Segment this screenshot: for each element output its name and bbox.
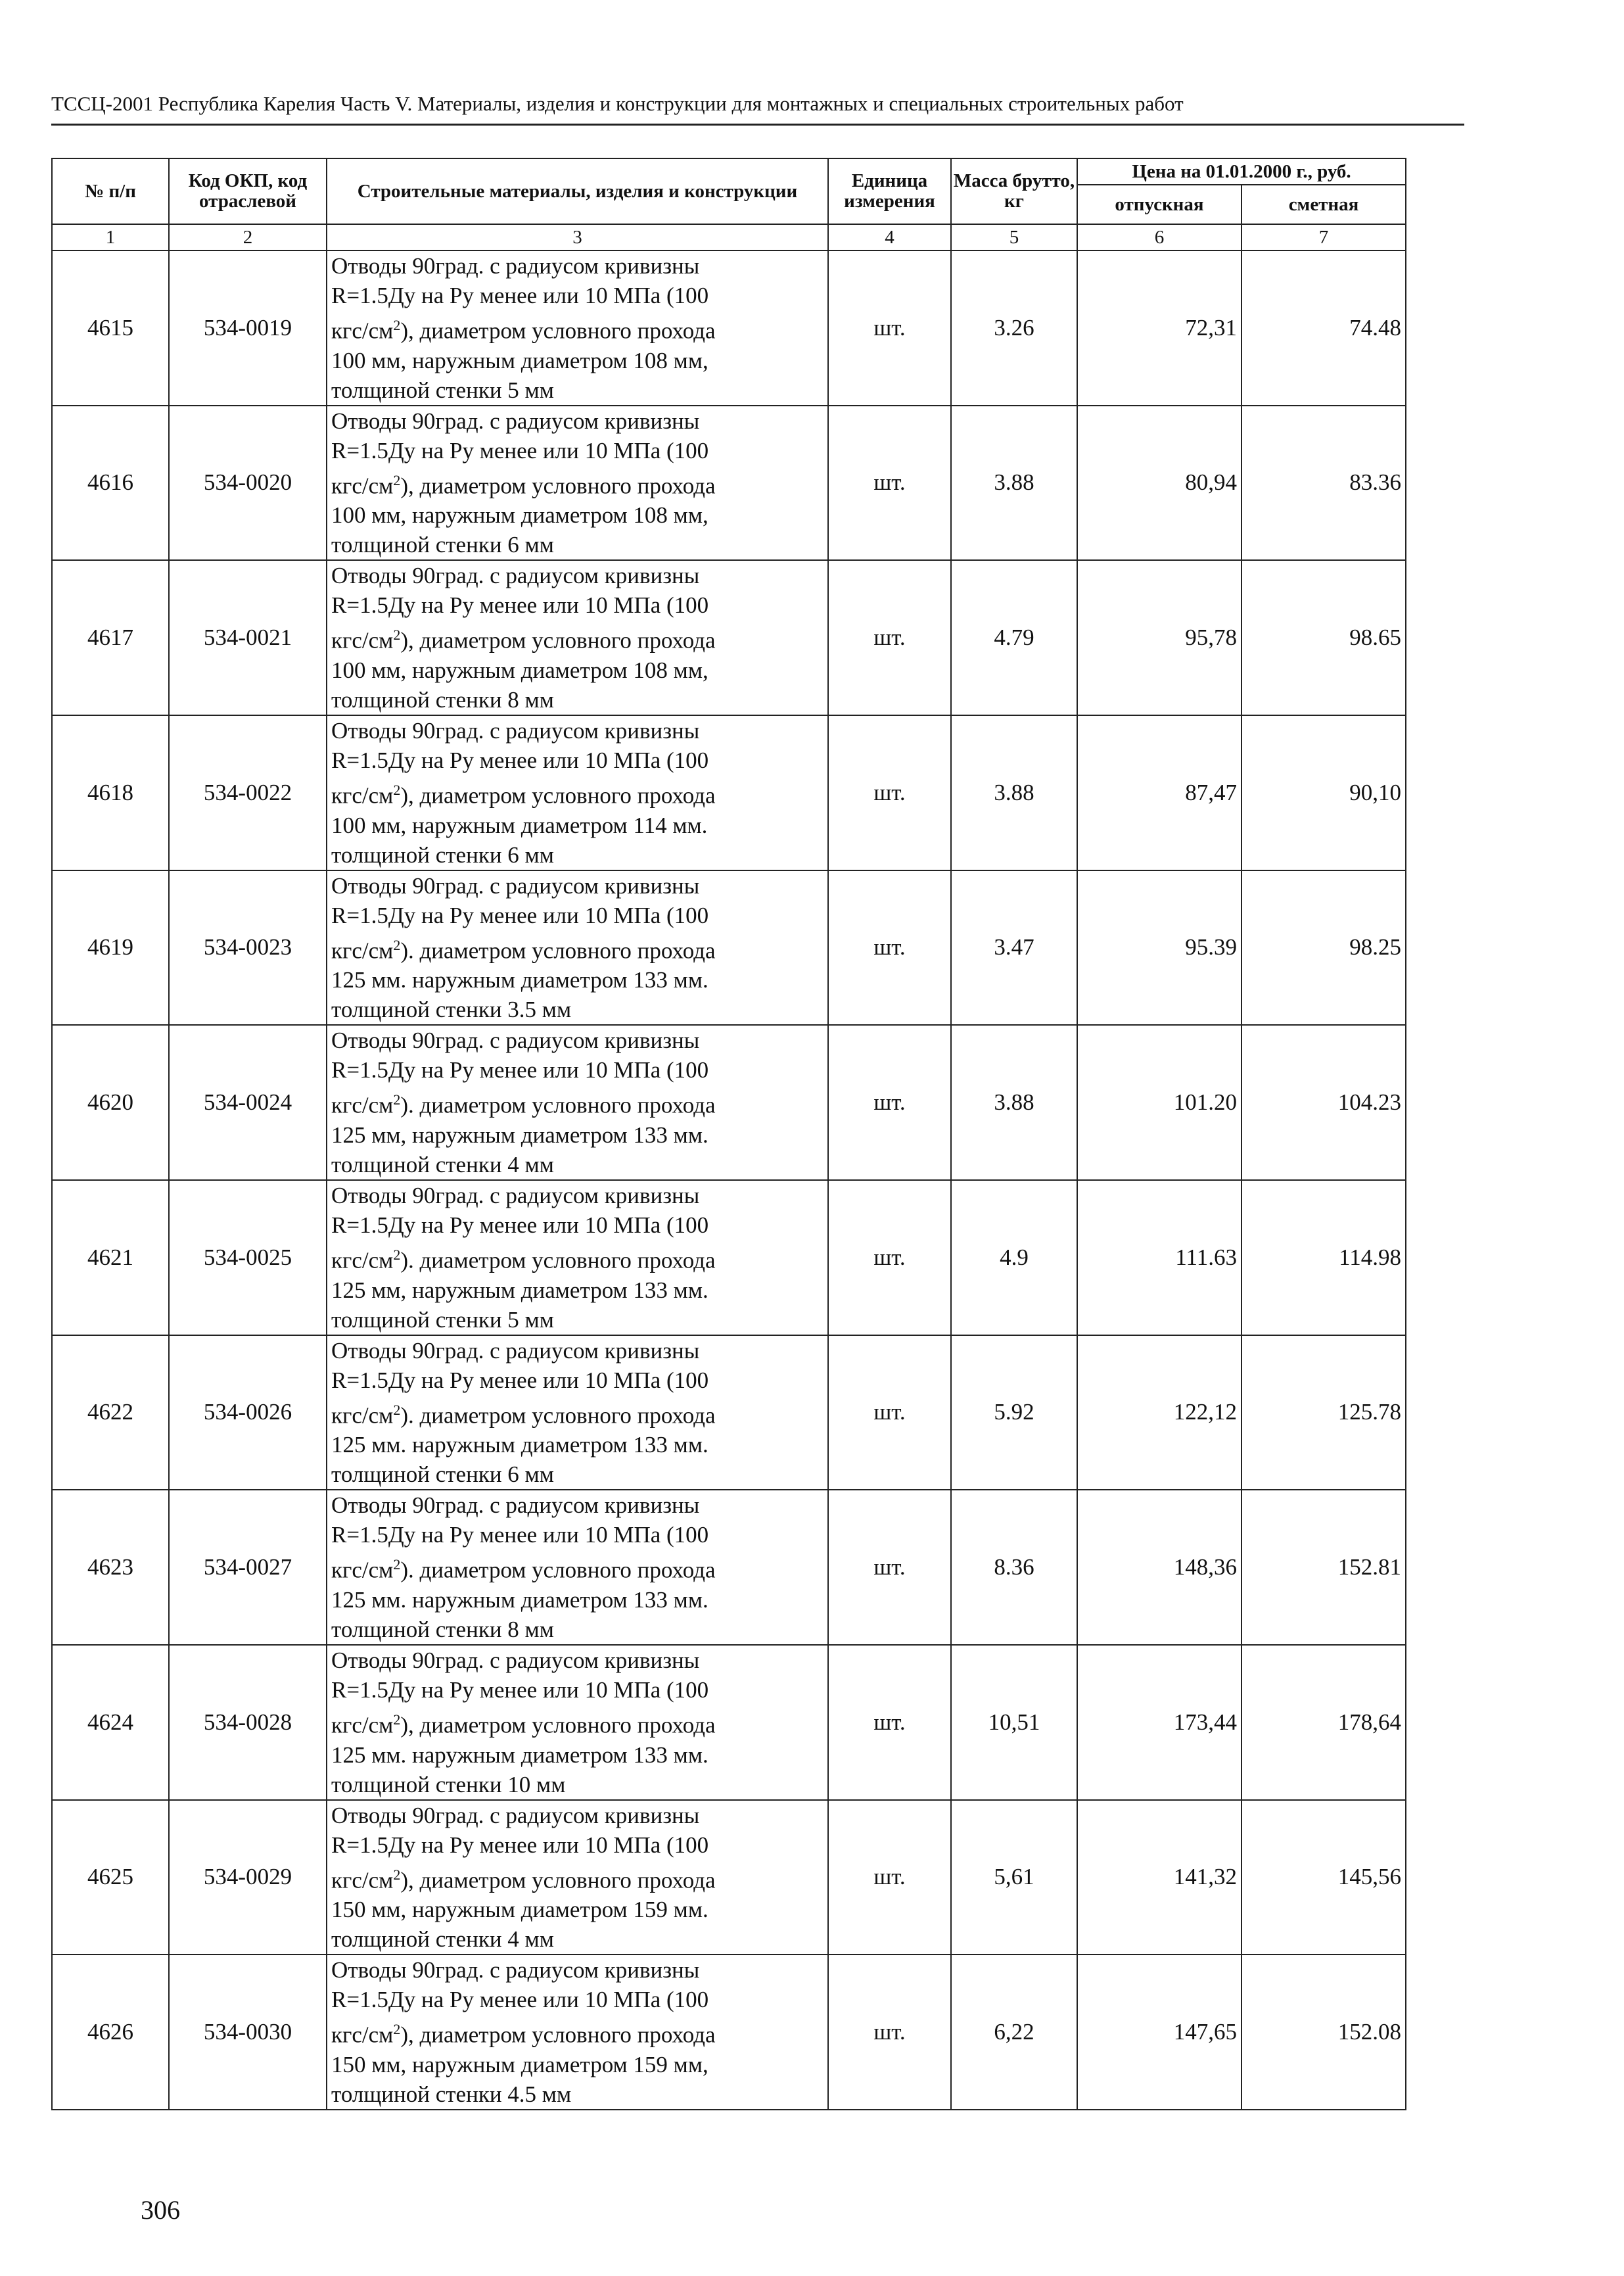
desc-line [331, 465, 827, 501]
desc-unit-text: кгс/см [331, 627, 394, 653]
desc-line: 125 мм. наружным диаметром 133 мм. [331, 1586, 708, 1613]
desc-line: 125 мм. наружным диаметром 133 мм. [331, 967, 708, 993]
desc-text: ), диаметром условного прохода [400, 318, 716, 344]
desc-line: толщиной стенки 10 мм [331, 1771, 566, 1797]
table-row [52, 1490, 1406, 1645]
desc-line: Отводы 90град. с радиусом кривизны [331, 1802, 700, 1828]
price-release: 111.63 [1077, 1180, 1241, 1335]
desc-line: 100 мм, наружным диаметром 108 мм, [331, 502, 708, 529]
price-estimate: 114.98 [1241, 1180, 1406, 1335]
gross-mass: 4.9 [951, 1180, 1077, 1335]
unit: шт. [828, 1025, 951, 1180]
page-number: 306 [141, 2195, 180, 2225]
desc-line: 150 мм, наружным диаметром 159 мм. [331, 1897, 708, 1923]
desc-line [331, 2014, 827, 2050]
item-description [327, 1025, 828, 1180]
desc-text: ), диаметром условного прохода [400, 1712, 716, 1738]
col-header-price-group: Цена на 01.01.2000 г., руб. [1077, 158, 1406, 185]
okp-code: 534-0021 [169, 560, 327, 715]
desc-line: толщиной стенки 4 мм [331, 1151, 554, 1177]
item-description [327, 250, 828, 406]
gross-mass: 3.88 [951, 406, 1077, 561]
desc-line: Отводы 90град. с радиусом кривизны [331, 717, 700, 744]
okp-code: 534-0027 [169, 1490, 327, 1645]
table-row [52, 1800, 1406, 1955]
desc-line: Отводы 90град. с радиусом кривизны [331, 1182, 700, 1208]
superscript: 2 [393, 2021, 401, 2038]
desc-line: 100 мм, наружным диаметром 114 мм. [331, 812, 708, 838]
col-header-price-estimate: сметная [1241, 185, 1406, 224]
price-release: 122,12 [1077, 1335, 1241, 1490]
item-description [327, 406, 828, 561]
desc-line: толщиной стенки 4.5 мм [331, 2081, 572, 2107]
desc-text: ). диаметром условного прохода [400, 1402, 716, 1429]
price-release: 147,65 [1077, 1955, 1241, 2110]
item-description [327, 1800, 828, 1955]
item-number: 4625 [52, 1800, 169, 1955]
col-header-unit: Единица измерения [828, 158, 951, 224]
gross-mass: 8.36 [951, 1490, 1077, 1645]
desc-unit-text: кгс/см [331, 1867, 394, 1893]
item-description [327, 715, 828, 870]
desc-line: R=1.5Ду на Ру менее или 10 МПа (100 [331, 1367, 709, 1393]
col-header-num: № п/п [52, 158, 169, 224]
desc-line: толщиной стенки 6 мм [331, 842, 554, 868]
desc-line: толщиной стенки 5 мм [331, 1306, 554, 1333]
desc-line [331, 620, 827, 655]
desc-line: R=1.5Ду на Ру менее или 10 МПа (100 [331, 1832, 709, 1858]
desc-line: толщиной стенки 8 мм [331, 686, 554, 713]
desc-line: Отводы 90град. с радиусом кривизны [331, 408, 700, 434]
item-number: 4623 [52, 1490, 169, 1645]
superscript: 2 [393, 936, 401, 953]
superscript: 2 [393, 627, 401, 644]
unit: шт. [828, 406, 951, 561]
item-description [327, 560, 828, 715]
index-cell: 1 [52, 224, 169, 250]
desc-line: толщиной стенки 8 мм [331, 1616, 554, 1642]
okp-code: 534-0019 [169, 250, 327, 406]
item-number: 4626 [52, 1955, 169, 2110]
desc-line: 100 мм, наружным диаметром 108 мм, [331, 657, 708, 683]
item-description [327, 870, 828, 1026]
price-estimate: 152.81 [1241, 1490, 1406, 1645]
gross-mass: 6,22 [951, 1955, 1077, 2110]
page-header: ТССЦ-2001 Республика Карелия Часть V. Материалы, изделия и конструкции для монтажных и специальных строительных работ [51, 92, 1184, 115]
gross-mass: 3.88 [951, 1025, 1077, 1180]
index-cell: 6 [1077, 224, 1241, 250]
okp-code: 534-0022 [169, 715, 327, 870]
desc-line: толщиной стенки 5 мм [331, 377, 554, 403]
desc-line [331, 1395, 827, 1431]
item-description [327, 1955, 828, 2110]
price-release: 95.39 [1077, 870, 1241, 1026]
col-header-desc: Строительные материалы, изделия и конструкции [327, 158, 828, 224]
desc-line: толщиной стенки 3.5 мм [331, 997, 572, 1023]
unit: шт. [828, 1645, 951, 1800]
table-row [52, 250, 1406, 406]
desc-line: 125 мм, наружным диаметром 133 мм. [331, 1277, 708, 1303]
desc-line: R=1.5Ду на Ру менее или 10 МПа (100 [331, 1057, 709, 1083]
desc-line: Отводы 90град. с радиусом кривизны [331, 872, 700, 899]
item-number: 4620 [52, 1025, 169, 1180]
desc-line: Отводы 90град. с радиусом кривизны [331, 1028, 700, 1054]
item-number: 4617 [52, 560, 169, 715]
desc-line: R=1.5Ду на Ру менее или 10 МПа (100 [331, 902, 709, 928]
desc-line: Отводы 90град. с радиусом кривизны [331, 1647, 700, 1673]
item-description [327, 1645, 828, 1800]
item-description [327, 1180, 828, 1335]
desc-line: Отводы 90град. с радиусом кривизны [331, 253, 700, 279]
price-estimate: 98.65 [1241, 560, 1406, 715]
desc-line: толщиной стенки 6 мм [331, 532, 554, 558]
unit: шт. [828, 870, 951, 1026]
desc-unit-text: кгс/см [331, 1402, 394, 1429]
gross-mass: 5.92 [951, 1335, 1077, 1490]
superscript: 2 [393, 781, 401, 798]
okp-code: 534-0029 [169, 1800, 327, 1955]
desc-unit-text: кгс/см [331, 1092, 394, 1118]
desc-text: ). диаметром условного прохода [400, 1557, 716, 1583]
desc-line: 125 мм. наружным диаметром 133 мм. [331, 1742, 708, 1768]
item-number: 4616 [52, 406, 169, 561]
index-cell: 7 [1241, 224, 1406, 250]
price-estimate: 90,10 [1241, 715, 1406, 870]
col-header-code: Код ОКП, код отраслевой [169, 158, 327, 224]
desc-unit-text: кгс/см [331, 2022, 394, 2048]
superscript: 2 [393, 1866, 401, 1883]
unit: шт. [828, 715, 951, 870]
item-description [327, 1335, 828, 1490]
desc-line [331, 310, 827, 346]
desc-text: ), диаметром условного прохода [400, 2022, 716, 2048]
index-cell: 3 [327, 224, 828, 250]
desc-line: 125 мм. наружным диаметром 133 мм. [331, 1432, 708, 1458]
price-release: 72,31 [1077, 250, 1241, 406]
superscript: 2 [393, 1246, 401, 1263]
desc-line: Отводы 90град. с радиусом кривизны [331, 1957, 700, 1983]
okp-code: 534-0024 [169, 1025, 327, 1180]
desc-line [331, 1085, 827, 1120]
header-rule [51, 124, 1464, 126]
desc-line: 100 мм, наружным диаметром 108 мм, [331, 347, 708, 373]
item-number: 4622 [52, 1335, 169, 1490]
price-release: 101.20 [1077, 1025, 1241, 1180]
table-row [52, 870, 1406, 1026]
unit: шт. [828, 1490, 951, 1645]
unit: шт. [828, 1335, 951, 1490]
price-table [51, 158, 1406, 2110]
price-estimate: 178,64 [1241, 1645, 1406, 1800]
desc-line: толщиной стенки 6 мм [331, 1461, 554, 1488]
desc-line: R=1.5Ду на Ру менее или 10 МПа (100 [331, 1987, 709, 2013]
desc-unit-text: кгс/см [331, 937, 394, 964]
desc-line: R=1.5Ду на Ру менее или 10 МПа (100 [331, 1212, 709, 1238]
price-release: 148,36 [1077, 1490, 1241, 1645]
desc-text: ), диаметром условного прохода [400, 1867, 716, 1893]
price-estimate: 125.78 [1241, 1335, 1406, 1490]
table-body [52, 224, 1406, 2110]
desc-text: ). диаметром условного прохода [400, 937, 716, 964]
desc-unit-text: кгс/см [331, 1247, 394, 1273]
superscript: 2 [393, 471, 401, 488]
table-row [52, 1025, 1406, 1180]
superscript: 2 [393, 1091, 401, 1108]
desc-line: 150 мм, наружным диаметром 159 мм, [331, 2051, 708, 2077]
desc-line [331, 1550, 827, 1585]
price-estimate: 74.48 [1241, 250, 1406, 406]
index-row [52, 224, 1406, 250]
header-row [52, 158, 1406, 185]
gross-mass: 3.26 [951, 250, 1077, 406]
table-row [52, 1645, 1406, 1800]
desc-line: R=1.5Ду на Ру менее или 10 МПа (100 [331, 283, 709, 308]
desc-line: R=1.5Ду на Ру менее или 10 МПа (100 [331, 1676, 709, 1703]
desc-line [331, 1240, 827, 1275]
unit: шт. [828, 1180, 951, 1335]
desc-line [331, 930, 827, 966]
unit: шт. [828, 1955, 951, 2110]
gross-mass: 5,61 [951, 1800, 1077, 1955]
item-number: 4624 [52, 1645, 169, 1800]
gross-mass: 10,51 [951, 1645, 1077, 1800]
price-estimate: 83.36 [1241, 406, 1406, 561]
desc-line: 125 мм, наружным диаметром 133 мм. [331, 1122, 708, 1148]
table-row [52, 1180, 1406, 1335]
desc-text: ), диаметром условного прохода [400, 782, 716, 809]
item-number: 4615 [52, 250, 169, 406]
desc-text: ). диаметром условного прохода [400, 1247, 716, 1273]
desc-text: ), диаметром условного прохода [400, 627, 716, 653]
price-release: 141,32 [1077, 1800, 1241, 1955]
okp-code: 534-0020 [169, 406, 327, 561]
table-row [52, 406, 1406, 561]
item-number: 4618 [52, 715, 169, 870]
price-release: 173,44 [1077, 1645, 1241, 1800]
gross-mass: 4.79 [951, 560, 1077, 715]
desc-line: R=1.5Ду на Ру менее или 10 МПа (100 [331, 592, 709, 619]
okp-code: 534-0028 [169, 1645, 327, 1800]
desc-unit-text: кгс/см [331, 1557, 394, 1583]
desc-unit-text: кгс/см [331, 1712, 394, 1738]
item-description [327, 1490, 828, 1645]
desc-unit-text: кгс/см [331, 473, 394, 499]
price-estimate: 152.08 [1241, 1955, 1406, 2110]
desc-unit-text: кгс/см [331, 318, 394, 344]
desc-line [331, 775, 827, 811]
desc-line [331, 1860, 827, 1895]
index-cell: 4 [828, 224, 951, 250]
desc-line: Отводы 90град. с радиусом кривизны [331, 1492, 700, 1519]
price-estimate: 98.25 [1241, 870, 1406, 1026]
okp-code: 534-0023 [169, 870, 327, 1026]
desc-line: толщиной стенки 4 мм [331, 1926, 554, 1953]
table-row [52, 560, 1406, 715]
desc-unit-text: кгс/см [331, 782, 394, 809]
desc-line: Отводы 90град. с радиусом кривизны [331, 563, 700, 589]
superscript: 2 [393, 1401, 401, 1418]
price-release: 87,47 [1077, 715, 1241, 870]
table-row [52, 1955, 1406, 2110]
unit: шт. [828, 1800, 951, 1955]
item-number: 4619 [52, 870, 169, 1026]
desc-text: ). диаметром условного прохода [400, 1092, 716, 1118]
index-cell: 5 [951, 224, 1077, 250]
unit: шт. [828, 250, 951, 406]
price-release: 95,78 [1077, 560, 1241, 715]
gross-mass: 3.88 [951, 715, 1077, 870]
superscript: 2 [393, 1556, 401, 1573]
table-row [52, 715, 1406, 870]
index-cell: 2 [169, 224, 327, 250]
desc-line: R=1.5Ду на Ру менее или 10 МПа (100 [331, 437, 709, 463]
col-header-price-release: отпускная [1077, 185, 1241, 224]
okp-code: 534-0025 [169, 1180, 327, 1335]
table-row [52, 1335, 1406, 1490]
desc-text: ), диаметром условного прохода [400, 473, 716, 499]
okp-code: 534-0026 [169, 1335, 327, 1490]
desc-line: Отводы 90град. с радиусом кривизны [331, 1337, 700, 1363]
price-estimate: 145,56 [1241, 1800, 1406, 1955]
price-release: 80,94 [1077, 406, 1241, 561]
col-header-mass: Масса брутто, кг [951, 158, 1077, 224]
item-number: 4621 [52, 1180, 169, 1335]
superscript: 2 [393, 1711, 401, 1728]
okp-code: 534-0030 [169, 1955, 327, 2110]
gross-mass: 3.47 [951, 870, 1077, 1026]
price-estimate: 104.23 [1241, 1025, 1406, 1180]
desc-line: R=1.5Ду на Ру менее или 10 МПа (100 [331, 1522, 709, 1548]
unit: шт. [828, 560, 951, 715]
superscript: 2 [393, 317, 401, 333]
desc-line [331, 1705, 827, 1740]
desc-line: R=1.5Ду на Ру менее или 10 МПа (100 [331, 747, 709, 773]
